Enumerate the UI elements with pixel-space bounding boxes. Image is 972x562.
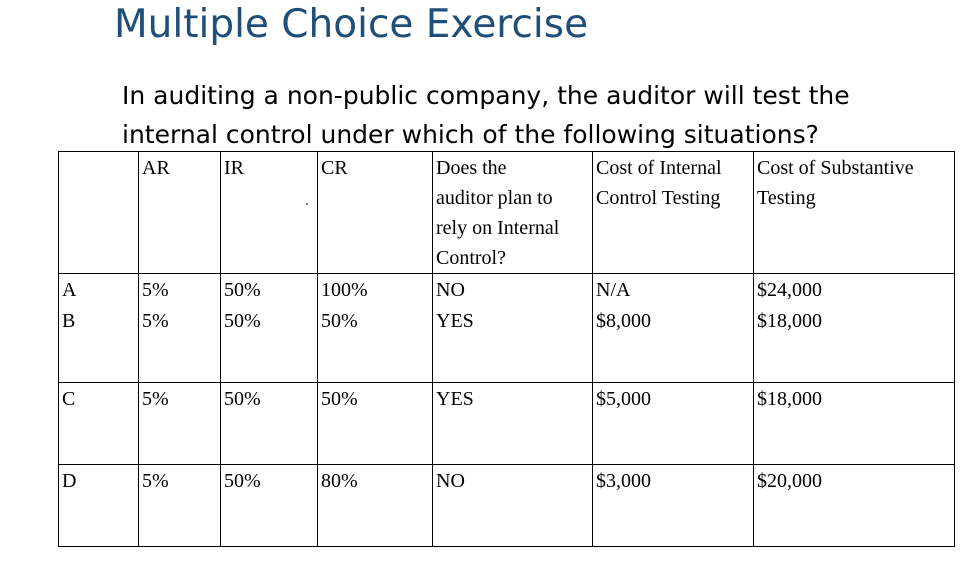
ar-value: 5% (139, 383, 221, 465)
rely-value: NO (433, 465, 593, 547)
question-line-2: internal control under which of the following situations? (122, 120, 819, 149)
table-row (59, 305, 955, 383)
rely-value: YES (433, 383, 593, 465)
header-rely-line-1: Does the (436, 157, 507, 179)
option-label: B (59, 305, 139, 383)
table-header-row (59, 152, 955, 274)
st-cost-value: $20,000 (754, 465, 955, 547)
ar-value: 5% (139, 305, 221, 383)
stray-dot-mark (306, 203, 308, 205)
ar-value: 5% (139, 465, 221, 547)
header-st-line-2: Testing (757, 187, 816, 209)
cr-value: 50% (318, 383, 433, 465)
ict-cost-value: $8,000 (593, 305, 754, 383)
st-cost-value: $18,000 (754, 383, 955, 465)
rely-value: YES (433, 305, 593, 383)
header-ict-line-2: Control Testing (596, 187, 721, 209)
options-table (58, 151, 955, 547)
ir-value: 50% (221, 274, 318, 306)
header-option-cell (59, 152, 139, 274)
ir-value: 50% (221, 465, 318, 547)
ict-cost-value: $3,000 (593, 465, 754, 547)
option-label: A (59, 274, 139, 306)
header-ar: AR (139, 152, 221, 274)
option-label: D (59, 465, 139, 547)
st-cost-value: $18,000 (754, 305, 955, 383)
ir-value: 50% (221, 383, 318, 465)
table-row (59, 274, 955, 306)
slide-title: Multiple Choice Exercise (114, 2, 589, 47)
ar-value: 5% (139, 274, 221, 306)
header-ir: IR (221, 152, 318, 274)
header-rely-line-2: auditor plan to (436, 187, 553, 209)
st-cost-value: $24,000 (754, 274, 955, 306)
question-line-1: In auditing a non-public company, the auditor will test the (122, 81, 850, 110)
table-row (59, 465, 955, 547)
ict-cost-value: N/A (593, 274, 754, 306)
ict-cost-value: $5,000 (593, 383, 754, 465)
cr-value: 50% (318, 305, 433, 383)
option-label: C (59, 383, 139, 465)
rely-value: NO (433, 274, 593, 306)
header-ict-line-1: Cost of Internal (596, 157, 722, 179)
header-rely-line-4: Control? (436, 247, 506, 269)
header-cr: CR (318, 152, 433, 274)
header-st-line-1: Cost of Substantive (757, 157, 914, 179)
header-cost-substantive-testing (754, 152, 955, 274)
cr-value: 100% (318, 274, 433, 306)
header-rely-line-3: rely on Internal (436, 217, 560, 239)
header-rely-on-internal-control (433, 152, 593, 274)
header-cost-internal-control-testing (593, 152, 754, 274)
cr-value: 80% (318, 465, 433, 547)
table-row (59, 383, 955, 465)
ir-value: 50% (221, 305, 318, 383)
question-text (122, 76, 922, 154)
